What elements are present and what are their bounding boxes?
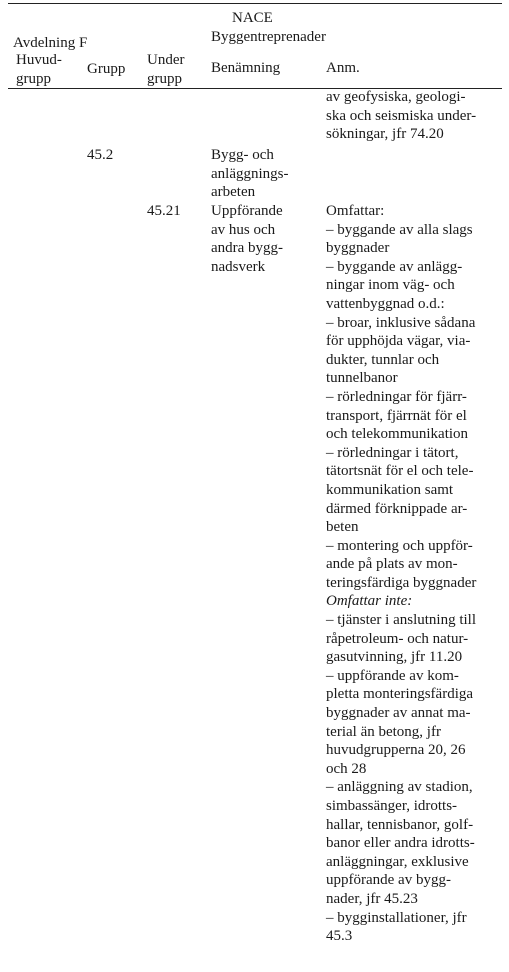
anm-line: – byggande av alla slags — [326, 221, 473, 238]
anm-line: – bygginstallationer, jfr — [326, 909, 467, 926]
anm-line: nader, jfr 45.23 — [326, 890, 418, 907]
anm-line: tunnelbanor — [326, 370, 398, 387]
continuation-anm — [326, 88, 476, 144]
subgroup-name-line: Uppförande — [211, 203, 283, 219]
subgroup-name-line: nadsverk — [211, 258, 266, 275]
continuation-line: sökningar, jfr 74.20 — [326, 126, 444, 143]
anm-line: transport, fjärrnät för el — [326, 407, 467, 424]
anm-line: vattenbyggnad o.d.: — [326, 295, 445, 312]
anm-line: simbassänger, idrotts- — [326, 798, 458, 814]
anm-line: 45.3 — [326, 928, 353, 945]
anm-line: och 28 — [326, 760, 367, 777]
nace-label: NACE — [232, 10, 273, 26]
anm-line: hallar, tennisbanor, golf- — [326, 816, 474, 833]
anm-line-omfattar-inte: Omfattar inte: — [326, 593, 413, 610]
anm-line: byggnader — [326, 240, 390, 257]
anm-line: för upphöjda vägar, via- — [326, 333, 471, 350]
anm-line: och telekommunikation — [326, 426, 469, 443]
subgroup-name — [211, 202, 283, 276]
header-grupp: Grupp — [87, 61, 126, 77]
anm-line: ande på plats av mon- — [326, 556, 458, 573]
header-anm: Anm. — [326, 60, 360, 76]
continuation-line: ska och seismiska under- — [326, 107, 477, 124]
anm-line: gasutvinning, jfr 11.20 — [326, 649, 463, 666]
anm-line: beten — [326, 519, 359, 536]
group-name — [211, 146, 288, 202]
subgroup-name-line: andra bygg- — [211, 240, 284, 257]
header-benamning: Benämning — [211, 60, 281, 76]
anm-line: Omfattar: — [326, 203, 385, 219]
anm-line: teringsfärdiga byggnader — [326, 574, 477, 591]
anm-line: – tjänster i anslutning till — [326, 612, 476, 629]
anm-line: tätortsnät för el och tele- — [326, 463, 474, 480]
subgroup-code: 45.21 — [147, 203, 181, 219]
group-name-line: Bygg- och — [211, 147, 274, 163]
subgroup-name-line: av hus och — [211, 221, 276, 238]
group-name-line: arbeten — [211, 184, 256, 201]
anm-line: pletta monteringsfärdiga — [326, 686, 474, 703]
anm-line: – montering och uppför- — [326, 537, 473, 554]
subgroup-anm — [326, 202, 476, 946]
group-name-line: anläggnings- — [211, 165, 289, 182]
continuation-line: av geofysiska, geologi- — [326, 89, 466, 105]
anm-line: – broar, inklusive sådana — [326, 314, 476, 331]
header-huvudgrupp-1: Huvud- — [16, 52, 62, 68]
anm-line: därmed förknippade ar- — [326, 500, 468, 517]
anm-line: anläggningar, exklusive — [326, 853, 469, 870]
header-undergrupp-2: grupp — [147, 71, 182, 87]
anm-line: byggnader av annat ma- — [326, 705, 471, 722]
section-label: Avdelning F — [13, 35, 88, 51]
anm-line: – byggande av anlägg- — [326, 258, 463, 275]
anm-line: dukter, tunnlar och — [326, 351, 440, 368]
anm-line: – rörledningar i tätort, — [326, 444, 459, 461]
anm-line: terial än betong, jfr — [326, 723, 441, 740]
anm-line: huvudgrupperna 20, 26 — [326, 742, 466, 759]
top-rule — [8, 3, 502, 4]
anm-line: – anläggning av stadion, — [326, 779, 473, 796]
anm-line: – rörledningar för fjärr- — [326, 388, 467, 405]
group-code: 45.2 — [87, 147, 114, 163]
anm-line: ningar inom väg- och — [326, 277, 455, 294]
anm-line: kommunikation samt — [326, 481, 454, 498]
anm-line: uppförande av bygg- — [326, 872, 451, 889]
nace-title: Byggentreprenader — [211, 29, 326, 45]
header-undergrupp-1: Under — [147, 52, 185, 68]
anm-line: – uppförande av kom- — [326, 667, 459, 684]
anm-line: råpetroleum- och natur- — [326, 630, 469, 647]
anm-line: banor eller andra idrotts- — [326, 835, 475, 852]
header-huvudgrupp-2: grupp — [16, 71, 51, 87]
